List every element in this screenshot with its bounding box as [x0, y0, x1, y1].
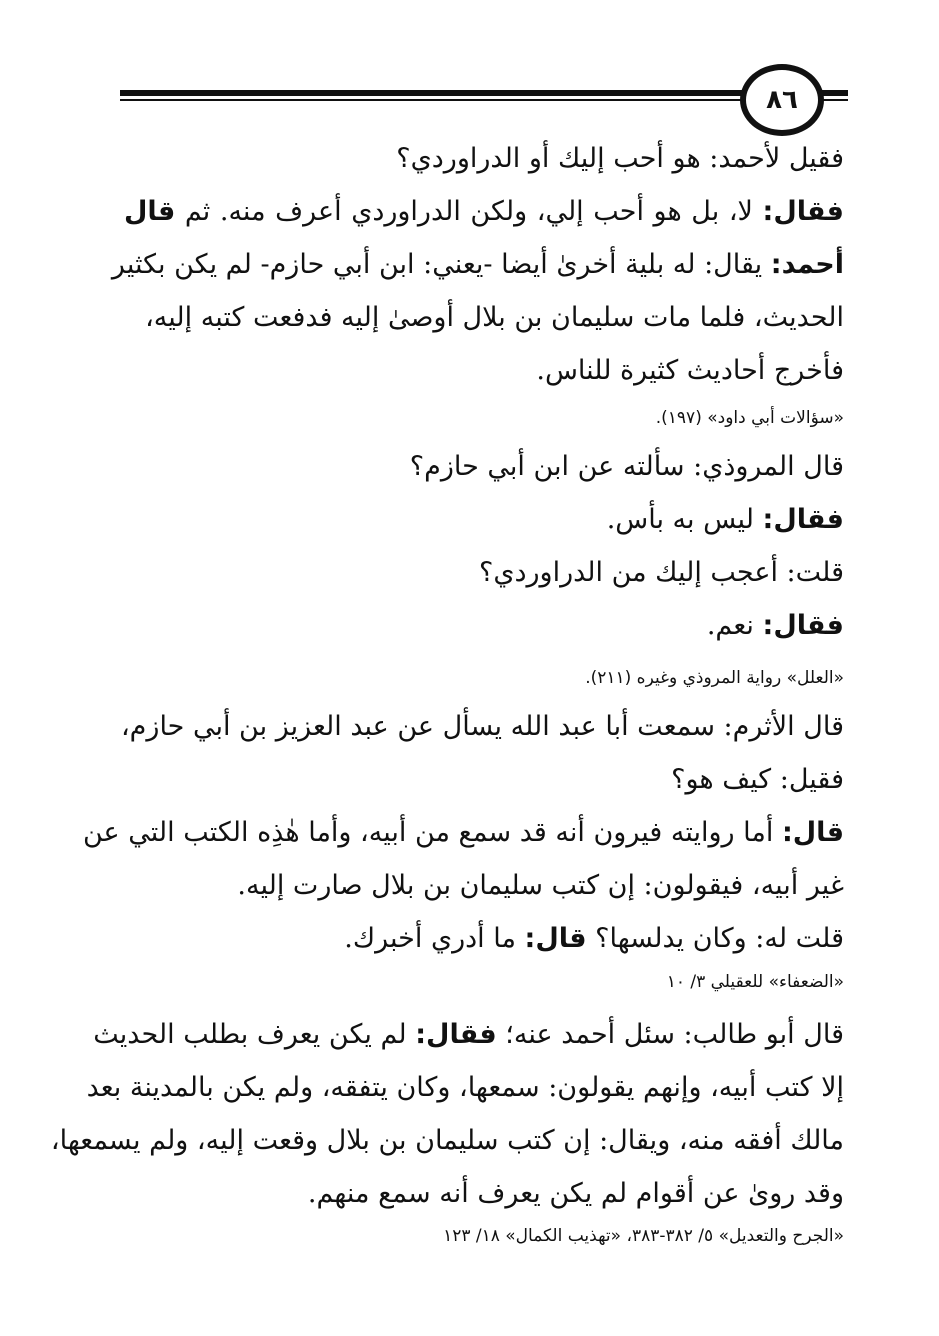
header-rule-thin	[120, 99, 848, 101]
text-line: وقد روىٰ عن أقوام لم يكن يعرف أنه سمع منهم.	[307, 1178, 844, 1209]
text-line	[93, 1008, 844, 1061]
text-line: إلا كتب أبيه، وإنهم يقولون: سمعها، وكان يتفقه، ولم يكن بالمدينة بعد	[86, 1072, 844, 1103]
text-line	[124, 599, 844, 652]
text-line: قال المروذي: سألته عن ابن أبي حازم؟	[409, 451, 844, 482]
page-number: ٨٦	[766, 85, 798, 115]
speaker-label: فقال:	[762, 504, 844, 535]
text-line: قال الأثرم: سمعت أبا عبد الله يسأل عن عبد العزيز بن أبي حازم،	[120, 711, 844, 742]
text-line	[82, 806, 844, 859]
page-number-badge	[740, 64, 824, 136]
text-line: فقيل لأحمد: هو أحب إليك أو الدراوردي؟	[396, 143, 844, 174]
text-line	[111, 238, 844, 291]
speaker-label: قال:	[781, 817, 844, 848]
source-citation: «الضعفاء» للعقيلي ٣/ ١٠	[666, 972, 844, 992]
text-segment: أما روايته فيرون أنه قد سمع من أبيه، وأما هٰذِه الكتب التي عن	[82, 817, 782, 848]
text-segment: قال أبو طالب: سئل أحمد عنه؛	[496, 1019, 844, 1050]
speaker-label: أحمد:	[770, 249, 844, 280]
paragraph-ahmad	[111, 132, 844, 397]
text-segment: لم يكن يعرف بطلب الحديث	[93, 1019, 416, 1050]
paragraph-athram	[82, 700, 844, 965]
text-line: مالك أفقه منه، ويقال: إن كتب سليمان بن بلال وقعت إليه، ولم يسمعها،	[50, 1125, 844, 1156]
speaker-label: قال	[124, 196, 176, 227]
speaker-label: فقال:	[415, 1019, 497, 1050]
text-segment: ليس به بأس.	[606, 504, 763, 535]
paragraph-abu-talib	[50, 1008, 844, 1220]
text-segment: نعم.	[706, 610, 763, 641]
text-line: فأخرج أحاديث كثيرة للناس.	[536, 355, 844, 386]
text-line: قلت: أعجب إليك من الدراوردي؟	[479, 557, 844, 588]
source-citation: «الجرح والتعديل» ٥/ ٣٨٢-٣٨٣، «تهذيب الكمال» ١٨/ ١٢٣	[443, 1226, 844, 1246]
speaker-label: فقال:	[762, 610, 844, 641]
paragraph-marrudhi	[124, 440, 844, 652]
source-citation: «العلل» رواية المروذي وغيره (٢١١).	[585, 668, 844, 688]
text-line	[124, 493, 844, 546]
speaker-label: فقال:	[762, 196, 844, 227]
header-rule-thick	[120, 90, 848, 96]
header-rule	[120, 88, 848, 102]
text-segment: يقال: له بلية أخرىٰ أيضا -يعني: ابن أبي حازم- لم يكن بكثير	[111, 249, 771, 280]
text-line	[124, 912, 844, 965]
text-line: غير أبيه، فيقولون: إن كتب سليمان بن بلال صارت إليه.	[237, 870, 844, 901]
text-line: الحديث، فلما مات سليمان بن بلال أوصىٰ إليه فدفعت كتبه إليه،	[145, 302, 844, 333]
text-segment: قلت له: وكان يدلسها؟	[586, 923, 844, 954]
text-segment: ما أدري أخبرك.	[344, 923, 525, 954]
source-citation: «سؤالات أبي داود» (١٩٧).	[655, 408, 844, 428]
text-segment: لا، بل هو أحب إلي، ولكن الدراوردي أعرف منه. ثم	[175, 196, 763, 227]
speaker-label: قال:	[524, 923, 587, 954]
text-line	[124, 185, 844, 238]
text-line: فقيل: كيف هو؟	[671, 764, 844, 795]
